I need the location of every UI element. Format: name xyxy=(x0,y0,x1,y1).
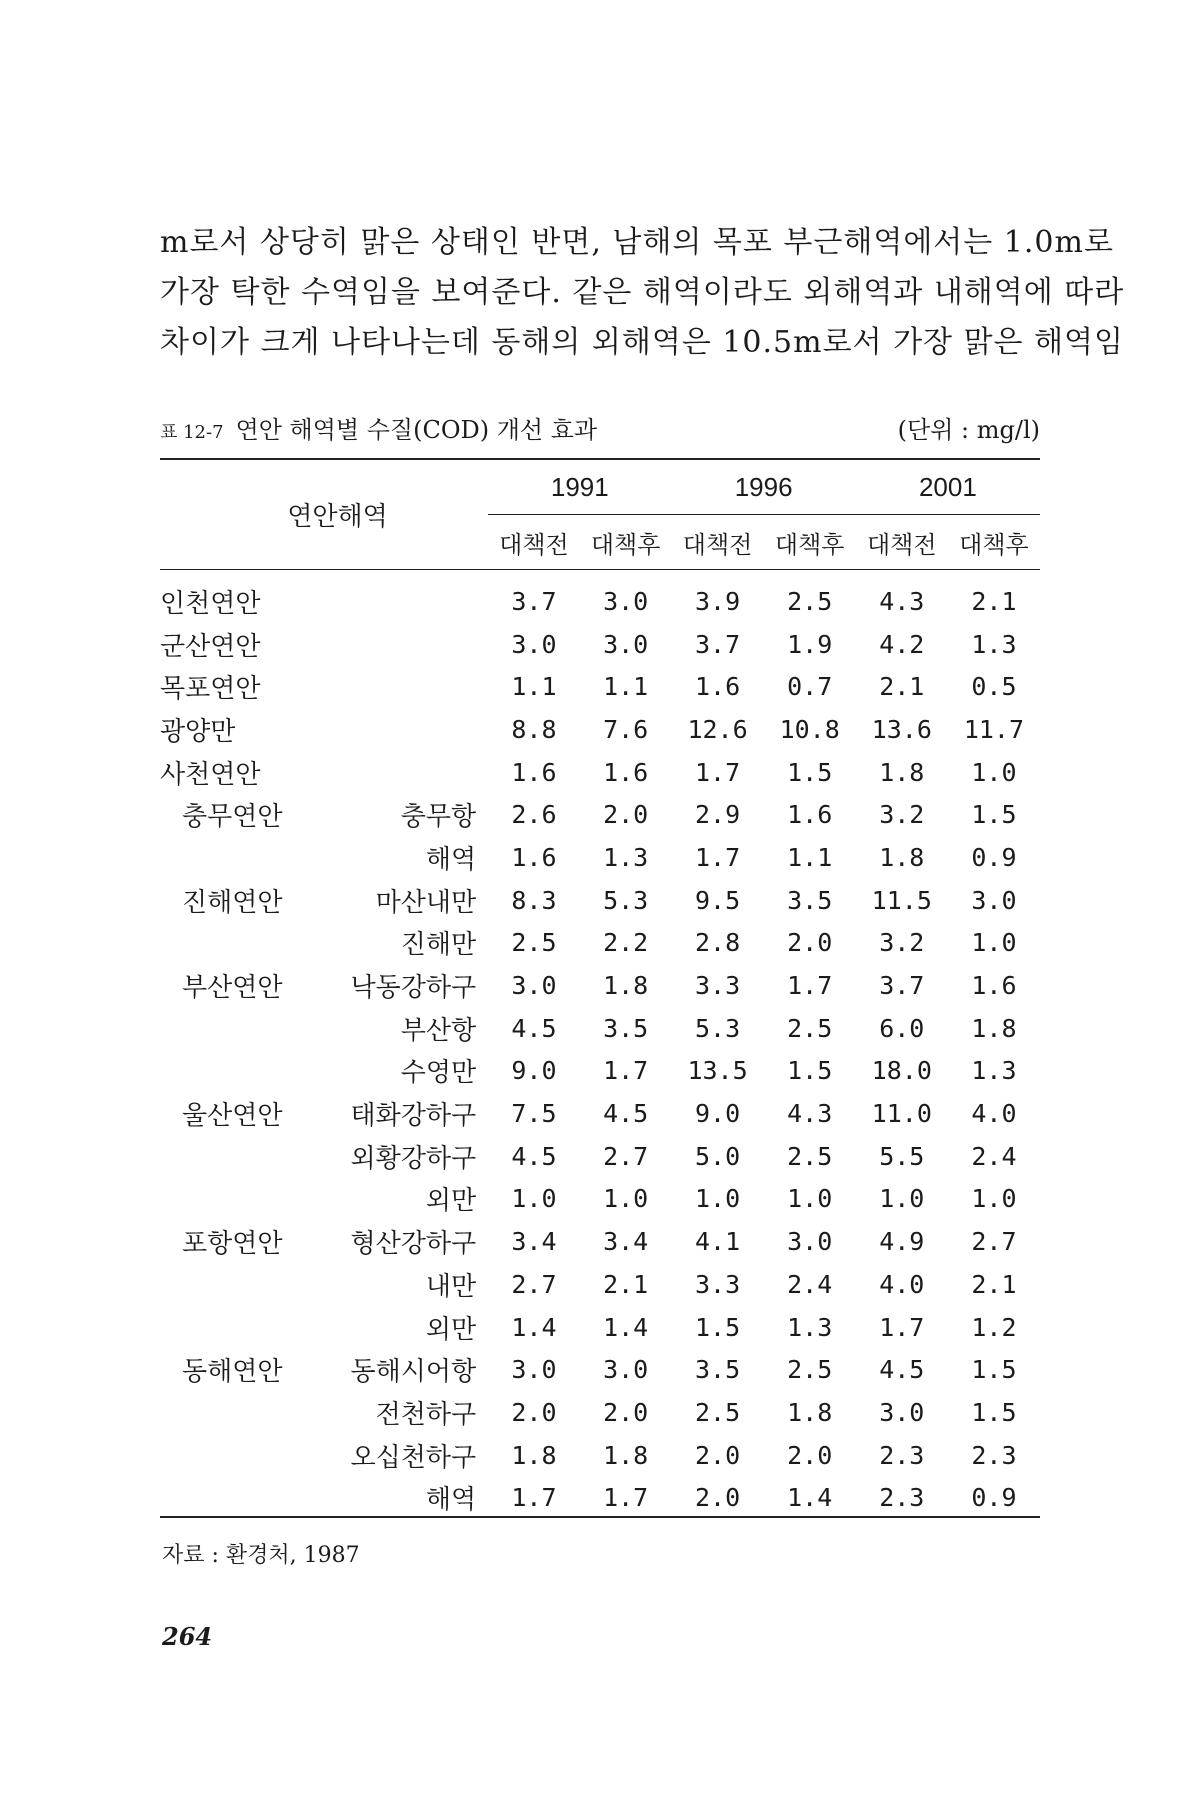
value-cell: 1.3 xyxy=(971,1056,1017,1086)
value-cell: 2.0 xyxy=(694,1483,741,1513)
year-header: 1996 xyxy=(672,460,856,515)
table-row xyxy=(160,1135,1040,1178)
table-row xyxy=(160,1391,1040,1434)
region-cell xyxy=(160,836,350,879)
region-cell: 포항연안 xyxy=(182,1229,283,1260)
value-cell: 9.5 xyxy=(694,885,741,915)
value-cell: 8.8 xyxy=(511,714,557,744)
source-note: 자료 : 환경처, 1987 xyxy=(162,1543,360,1568)
value-cell: 1.1 xyxy=(603,672,649,702)
table-number: 표 12-7 xyxy=(160,422,224,443)
region-cell: 광양만 xyxy=(160,716,236,747)
region-cell: 군산연안 xyxy=(160,631,261,662)
region-cell: 목포연안 xyxy=(160,674,261,705)
value-cell: 2.7 xyxy=(511,1269,557,1299)
value-cell: 0.7 xyxy=(787,672,833,702)
value-cell: 1.6 xyxy=(603,757,649,787)
subregion-cell: 외만 xyxy=(425,1186,477,1217)
value-cell: 3.3 xyxy=(694,1269,741,1299)
value-cell: 3.0 xyxy=(971,885,1017,915)
value-cell: 3.0 xyxy=(787,1227,833,1257)
table-title: 연안 해역별 수질(COD) 개선 효과 xyxy=(235,416,598,444)
region-cell xyxy=(160,1476,350,1519)
value-cell: 1.8 xyxy=(511,1440,557,1470)
value-cell: 1.7 xyxy=(787,971,833,1001)
value-cell: 2.1 xyxy=(971,586,1017,616)
value-cell: 1.8 xyxy=(879,842,925,872)
value-cell: 2.9 xyxy=(694,800,741,830)
region-cell: 울산연안 xyxy=(182,1101,283,1132)
value-cell: 9.0 xyxy=(511,1056,557,1086)
table-row xyxy=(160,1476,1040,1519)
value-cell: 3.3 xyxy=(694,971,741,1001)
value-cell: 3.0 xyxy=(511,971,557,1001)
value-cell: 4.1 xyxy=(694,1227,741,1257)
value-cell: 2.3 xyxy=(879,1440,925,1470)
value-cell: 1.6 xyxy=(787,800,833,830)
value-cell: 2.8 xyxy=(694,928,741,958)
value-cell: 8.3 xyxy=(511,885,557,915)
value-cell: 5.5 xyxy=(879,1141,925,1171)
value-cell: 3.0 xyxy=(879,1397,925,1427)
subregion-cell xyxy=(350,570,488,623)
value-cell: 1.0 xyxy=(787,1184,833,1214)
value-cell: 2.6 xyxy=(511,800,557,830)
table-row xyxy=(160,922,1040,965)
table-body xyxy=(160,570,1040,1520)
value-cell: 0.9 xyxy=(971,1483,1017,1513)
value-cell: 3.0 xyxy=(603,629,649,659)
region-cell xyxy=(160,1391,350,1434)
region-cell xyxy=(160,1434,350,1477)
value-cell: 4.5 xyxy=(879,1355,925,1385)
value-cell: 1.7 xyxy=(879,1312,925,1342)
value-cell: 2.0 xyxy=(603,800,649,830)
value-cell: 2.1 xyxy=(879,672,925,702)
table-row xyxy=(160,836,1040,879)
value-cell: 1.6 xyxy=(511,842,557,872)
value-cell: 1.7 xyxy=(694,842,741,872)
value-cell: 2.5 xyxy=(787,1141,833,1171)
table-unit: (단위 : mg/l) xyxy=(897,416,1040,444)
page-number: 264 xyxy=(162,1622,213,1651)
value-cell: 1.0 xyxy=(511,1184,557,1214)
table-row xyxy=(160,1178,1040,1221)
value-cell: 2.5 xyxy=(787,1013,833,1043)
value-cell: 3.7 xyxy=(511,586,557,616)
value-cell: 3.0 xyxy=(511,1355,557,1385)
value-cell: 4.5 xyxy=(511,1141,557,1171)
value-cell: 1.0 xyxy=(879,1184,925,1214)
table-row xyxy=(160,1050,1040,1093)
cod-table xyxy=(160,460,1040,1519)
table-row xyxy=(160,751,1040,794)
body-paragraph xyxy=(160,218,1125,368)
paragraph-line: 차이가 크게 나타나는데 동해의 외해역은 10.5m로서 가장 맑은 해역임 xyxy=(160,325,1125,360)
value-cell: 0.5 xyxy=(971,672,1017,702)
value-cell: 2.5 xyxy=(694,1397,741,1427)
table-row xyxy=(160,1007,1040,1050)
value-cell: 3.2 xyxy=(879,800,925,830)
value-cell: 3.5 xyxy=(787,885,833,915)
table-row xyxy=(160,793,1040,836)
subregion-cell: 수영만 xyxy=(400,1058,477,1089)
sub-header: 대책후 xyxy=(764,515,856,570)
subregion-cell: 충무항 xyxy=(400,802,477,833)
year-header: 2001 xyxy=(856,460,1040,515)
sub-header: 대책후 xyxy=(580,515,672,570)
table-row xyxy=(160,623,1040,666)
value-cell: 5.3 xyxy=(603,885,649,915)
value-cell: 1.6 xyxy=(971,971,1017,1001)
subregion-cell: 오십천하구 xyxy=(350,1442,477,1473)
value-cell: 3.7 xyxy=(879,971,925,1001)
region-cell xyxy=(160,1263,350,1306)
value-cell: 12.6 xyxy=(687,714,748,744)
region-cell xyxy=(160,1306,350,1349)
value-cell: 4.5 xyxy=(511,1013,557,1043)
subregion-cell: 내만 xyxy=(425,1271,477,1302)
table-row xyxy=(160,964,1040,1007)
value-cell: 11.7 xyxy=(963,714,1025,744)
table-caption xyxy=(160,410,1040,444)
value-cell: 3.9 xyxy=(694,586,741,616)
subregion-cell xyxy=(350,751,488,794)
sub-header: 대책전 xyxy=(488,515,580,570)
value-cell: 4.3 xyxy=(879,586,925,616)
table-row xyxy=(160,665,1040,708)
table-row xyxy=(160,1220,1040,1263)
value-cell: 2.0 xyxy=(511,1397,557,1427)
region-column-header: 연안해역 xyxy=(160,460,488,570)
region-cell: 진해연안 xyxy=(182,887,283,918)
value-cell: 3.0 xyxy=(511,629,557,659)
value-cell: 1.8 xyxy=(603,1440,649,1470)
subregion-cell: 형산강하구 xyxy=(350,1229,477,1260)
value-cell: 1.4 xyxy=(603,1312,649,1342)
table-row xyxy=(160,570,1040,623)
value-cell: 3.4 xyxy=(511,1227,557,1257)
value-cell: 1.0 xyxy=(971,1184,1017,1214)
value-cell: 1.5 xyxy=(971,800,1017,830)
subregion-cell: 전천하구 xyxy=(375,1399,477,1430)
value-cell: 1.7 xyxy=(694,757,741,787)
value-cell: 13.6 xyxy=(871,714,932,744)
value-cell: 1.4 xyxy=(787,1483,833,1513)
value-cell: 2.1 xyxy=(603,1269,649,1299)
value-cell: 2.4 xyxy=(787,1269,833,1299)
value-cell: 2.0 xyxy=(603,1397,649,1427)
value-cell: 18.0 xyxy=(871,1056,932,1086)
value-cell: 1.0 xyxy=(971,928,1017,958)
value-cell: 1.7 xyxy=(603,1483,649,1513)
value-cell: 1.3 xyxy=(787,1312,833,1342)
value-cell: 1.8 xyxy=(787,1397,833,1427)
subregion-cell: 동해시어항 xyxy=(350,1357,477,1388)
value-cell: 3.4 xyxy=(603,1227,649,1257)
table-row xyxy=(160,879,1040,922)
value-cell: 1.5 xyxy=(787,757,833,787)
subregion-cell: 부산항 xyxy=(400,1015,477,1046)
region-cell xyxy=(160,1007,350,1050)
value-cell: 11.0 xyxy=(871,1099,932,1129)
table-row xyxy=(160,1263,1040,1306)
table-row xyxy=(160,708,1040,751)
value-cell: 2.2 xyxy=(603,928,649,958)
region-cell: 동해연안 xyxy=(182,1357,283,1388)
value-cell: 1.0 xyxy=(603,1184,649,1214)
value-cell: 1.1 xyxy=(511,672,557,702)
value-cell: 1.2 xyxy=(971,1312,1017,1342)
value-cell: 7.6 xyxy=(603,714,649,744)
value-cell: 4.0 xyxy=(971,1099,1017,1129)
value-cell: 1.8 xyxy=(971,1013,1017,1043)
table-row xyxy=(160,1348,1040,1391)
value-cell: 4.3 xyxy=(787,1099,833,1129)
value-cell: 4.9 xyxy=(879,1227,925,1257)
region-cell: 충무연안 xyxy=(182,802,283,833)
sub-header: 대책후 xyxy=(948,515,1040,570)
value-cell: 3.5 xyxy=(694,1355,741,1385)
value-cell: 1.6 xyxy=(511,757,557,787)
subregion-cell: 마산내만 xyxy=(375,887,477,918)
subregion-cell: 외만 xyxy=(425,1314,477,1345)
region-cell xyxy=(160,1135,350,1178)
value-cell: 1.3 xyxy=(971,629,1017,659)
year-header: 1991 xyxy=(488,460,671,515)
value-cell: 6.0 xyxy=(879,1013,925,1043)
value-cell: 2.0 xyxy=(694,1440,741,1470)
value-cell: 2.3 xyxy=(971,1440,1017,1470)
region-cell xyxy=(160,1178,350,1221)
table-bottom-rule xyxy=(160,1516,1040,1518)
value-cell: 1.3 xyxy=(603,842,649,872)
value-cell: 1.7 xyxy=(603,1056,649,1086)
subregion-cell xyxy=(350,708,488,751)
value-cell: 2.7 xyxy=(971,1227,1017,1257)
region-cell xyxy=(160,1050,350,1093)
value-cell: 2.7 xyxy=(603,1141,649,1171)
region-cell: 사천연안 xyxy=(160,759,261,790)
value-cell: 5.3 xyxy=(694,1013,741,1043)
subregion-cell: 해역 xyxy=(425,1485,477,1516)
value-cell: 2.0 xyxy=(787,928,833,958)
value-cell: 11.5 xyxy=(871,885,932,915)
paragraph-line: 가장 탁한 수역임을 보여준다. 같은 해역이라도 외해역과 내해역에 따라 xyxy=(160,275,1125,310)
table-row xyxy=(160,1092,1040,1135)
subregion-cell: 해역 xyxy=(425,844,477,875)
value-cell: 1.7 xyxy=(511,1483,557,1513)
value-cell: 3.0 xyxy=(603,1355,649,1385)
subregion-cell: 진해만 xyxy=(400,930,477,961)
value-cell: 1.1 xyxy=(787,842,833,872)
value-cell: 5.0 xyxy=(694,1141,741,1171)
value-cell: 10.8 xyxy=(779,714,840,744)
subregion-cell: 낙동강하구 xyxy=(350,973,477,1004)
sub-header: 대책전 xyxy=(672,515,764,570)
value-cell: 4.0 xyxy=(879,1269,925,1299)
subregion-cell: 외황강하구 xyxy=(350,1143,477,1174)
value-cell: 1.5 xyxy=(694,1312,741,1342)
subregion-cell xyxy=(350,665,488,708)
value-cell: 4.5 xyxy=(603,1099,649,1129)
value-cell: 0.9 xyxy=(971,842,1017,872)
value-cell: 1.0 xyxy=(971,757,1017,787)
value-cell: 3.5 xyxy=(603,1013,649,1043)
value-cell: 2.3 xyxy=(879,1483,925,1513)
value-cell: 9.0 xyxy=(694,1099,741,1129)
value-cell: 13.5 xyxy=(687,1056,748,1086)
value-cell: 2.0 xyxy=(787,1440,833,1470)
value-cell: 2.5 xyxy=(787,586,833,616)
table-row xyxy=(160,1434,1040,1477)
subregion-cell: 태화강하구 xyxy=(350,1101,477,1132)
value-cell: 1.4 xyxy=(511,1312,557,1342)
value-cell: 1.6 xyxy=(694,672,741,702)
value-cell: 3.0 xyxy=(603,586,649,616)
value-cell: 7.5 xyxy=(511,1099,557,1129)
value-cell: 2.1 xyxy=(971,1269,1017,1299)
value-cell: 2.4 xyxy=(971,1141,1017,1171)
value-cell: 1.5 xyxy=(787,1056,833,1086)
value-cell: 4.2 xyxy=(879,629,925,659)
region-cell xyxy=(160,922,350,965)
value-cell: 2.5 xyxy=(511,928,557,958)
region-cell: 인천연안 xyxy=(160,588,261,619)
region-cell: 부산연안 xyxy=(182,973,283,1004)
value-cell: 1.8 xyxy=(879,757,925,787)
subregion-cell xyxy=(350,623,488,666)
value-cell: 3.7 xyxy=(694,629,741,659)
sub-header: 대책전 xyxy=(856,515,948,570)
value-cell: 3.2 xyxy=(879,928,925,958)
value-cell: 1.8 xyxy=(603,971,649,1001)
value-cell: 1.9 xyxy=(787,629,833,659)
value-cell: 1.5 xyxy=(971,1355,1017,1385)
value-cell: 1.5 xyxy=(971,1397,1017,1427)
paragraph-line: m로서 상당히 맑은 상태인 반면, 남해의 목포 부근해역에서는 1.0m로 xyxy=(160,225,1114,260)
value-cell: 2.5 xyxy=(787,1355,833,1385)
table-row xyxy=(160,1306,1040,1349)
value-cell: 1.0 xyxy=(694,1184,741,1214)
